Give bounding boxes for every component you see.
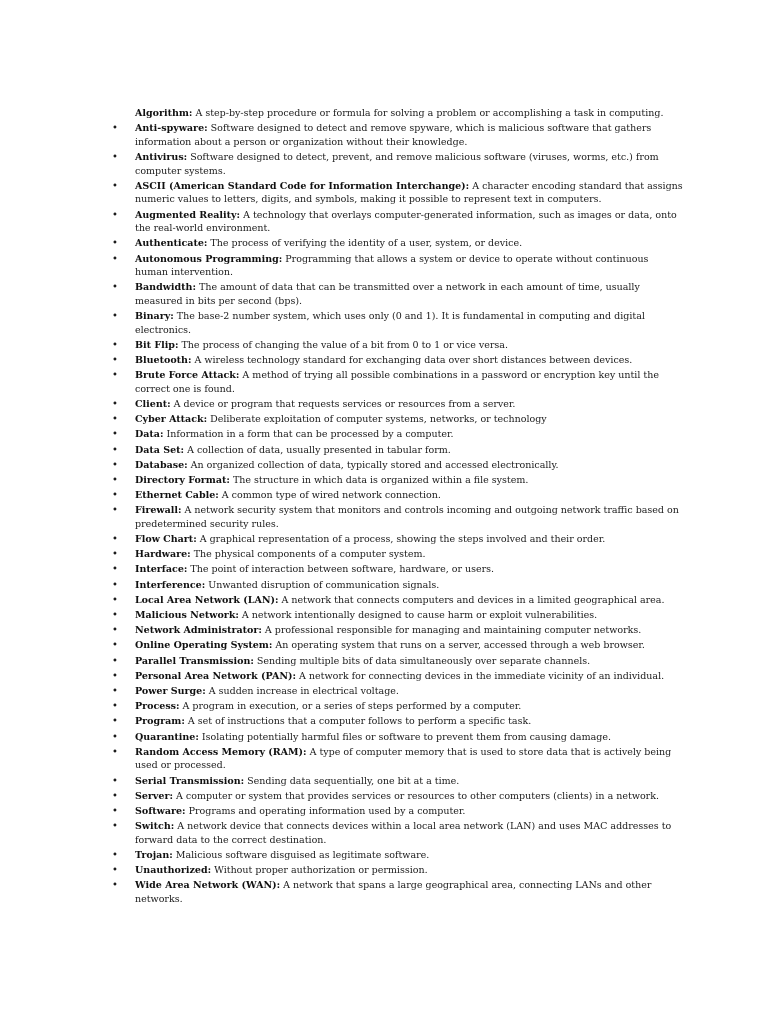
glossary-term: Program:	[135, 716, 185, 728]
glossary-definition: A network that connects computers and devices in a limited geographical area.	[278, 594, 665, 606]
glossary-entry	[0, 609, 768, 623]
glossary-definition: A common type of wired network connection.	[218, 490, 441, 502]
bullet-icon: •	[112, 549, 118, 561]
glossary-definition: A network for connecting devices in the immediate vicinity of an individual.	[296, 670, 665, 682]
glossary-definition: A character encoding standard that assigns numeric values to letters, digits, and symbols, making it possible to represent text in computers.	[135, 180, 683, 206]
glossary-term: Binary:	[135, 311, 174, 323]
glossary-term: Data Set:	[135, 444, 185, 456]
bullet-icon: •	[112, 429, 118, 441]
bullet-icon: •	[112, 579, 118, 591]
glossary-term: Cyber Attack:	[135, 414, 208, 426]
glossary-definition: A network security system that monitors and controls incoming and outgoing network traffic based on predetermined security rules.	[135, 505, 679, 530]
glossary-definition: A program in execution, or a series of steps performed by a computer.	[179, 701, 522, 713]
glossary-entry	[0, 413, 768, 427]
glossary-term: Trojan:	[135, 849, 173, 861]
glossary-term: Flow Chart:	[135, 534, 197, 546]
glossary-definition: The physical components of a computer system.	[190, 549, 426, 561]
glossary-entry	[0, 504, 768, 531]
bullet-icon: •	[112, 123, 118, 135]
glossary-entry	[0, 746, 768, 773]
glossary-list	[0, 107, 768, 908]
glossary-term: Power Surge:	[135, 685, 206, 697]
bullet-icon: •	[112, 209, 118, 221]
bullet-icon: •	[112, 534, 118, 546]
glossary-term: Online Operating System:	[135, 640, 273, 652]
glossary-entry	[0, 354, 768, 368]
glossary-definition: A device or program that requests services or resources from a server.	[170, 399, 516, 410]
bullet-icon: •	[112, 238, 118, 250]
glossary-entry	[0, 820, 768, 847]
glossary-definition: Without proper authorization or permission.	[211, 865, 428, 877]
glossary-entry	[0, 594, 768, 608]
glossary-entry	[0, 715, 768, 729]
bullet-icon: •	[112, 370, 118, 382]
glossary-term: Switch:	[135, 821, 175, 833]
glossary-definition: Programming that allows a system or device to operate without continuous human intervention.	[135, 253, 649, 279]
glossary-term: Database:	[135, 459, 188, 471]
glossary-term: Software:	[135, 805, 186, 817]
glossary-entry	[0, 864, 768, 878]
glossary-term: Server:	[135, 790, 173, 802]
glossary-term: Autonomous Programming:	[135, 253, 283, 265]
bullet-icon: •	[112, 355, 118, 367]
glossary-term: Authenticate:	[135, 238, 208, 250]
glossary-entry	[0, 459, 768, 473]
bullet-icon: •	[112, 670, 118, 682]
glossary-term: Directory Format:	[135, 474, 230, 486]
bullet-icon: •	[112, 716, 118, 728]
glossary-term: Client:	[135, 399, 171, 410]
glossary-term: Interference:	[135, 579, 206, 591]
bullet-icon: •	[112, 775, 118, 787]
glossary-definition: A method of trying all possible combinations in a password or encryption key until the correct one is found.	[135, 370, 659, 395]
glossary-term: Random Access Memory (RAM):	[135, 746, 307, 758]
bullet-icon: •	[112, 474, 118, 486]
glossary-definition: A graphical representation of a process, showing the steps involved and their order.	[196, 534, 606, 546]
glossary-entry	[0, 700, 768, 714]
glossary-term: Hardware:	[135, 549, 191, 561]
glossary-entry	[0, 444, 768, 458]
glossary-term: Data:	[135, 429, 164, 441]
bullet-icon: •	[112, 701, 118, 713]
glossary-entry	[0, 237, 768, 251]
glossary-definition: Information in a form that can be processed by a computer.	[163, 429, 454, 441]
bullet-icon: •	[112, 253, 118, 265]
bullet-icon: •	[112, 821, 118, 833]
glossary-entry	[0, 281, 768, 308]
glossary-definition: A step-by-step procedure or formula for solving a problem or accomplishing a task in computing.	[192, 108, 664, 119]
bullet-icon: •	[112, 311, 118, 323]
glossary-definition: Malicious software disguised as legitimate software.	[172, 849, 430, 861]
glossary-term: Local Area Network (LAN):	[135, 594, 279, 606]
glossary-definition: A network intentionally designed to cause harm or exploit vulnerabilities.	[238, 610, 598, 622]
glossary-entry	[0, 775, 768, 789]
glossary-entry	[0, 685, 768, 699]
glossary-entry	[0, 849, 768, 863]
bullet-icon: •	[112, 746, 118, 758]
bullet-icon: •	[112, 655, 118, 667]
glossary-entry	[0, 624, 768, 638]
bullet-icon: •	[112, 640, 118, 652]
glossary-definition: Software designed to detect, prevent, and remove malicious software (viruses, worms, etc.) from computer systems.	[135, 151, 659, 177]
glossary-definition: Programs and operating information used by a computer.	[185, 805, 466, 817]
glossary-entry	[0, 474, 768, 488]
glossary-definition: A network that spans a large geographical area, connecting LANs and other networks.	[135, 880, 652, 905]
glossary-entry	[0, 670, 768, 684]
bullet-icon: •	[112, 339, 118, 351]
glossary-term: Parallel Transmission:	[135, 655, 254, 667]
glossary-term: Ethernet Cable:	[135, 490, 219, 502]
glossary-entry	[0, 398, 768, 412]
glossary-term: Interface:	[135, 564, 188, 576]
glossary-definition: A technology that overlays computer-generated information, such as images or data, onto the real-world environment.	[135, 209, 677, 235]
glossary-term: Brute Force Attack:	[135, 370, 240, 382]
bullet-icon: •	[112, 805, 118, 817]
glossary-term: ASCII (American Standard Code for Information Interchange):	[135, 180, 470, 192]
glossary-definition: Isolating potentially harmful files or software to prevent them from causing damage.	[198, 731, 611, 743]
glossary-entry	[0, 310, 768, 337]
glossary-definition: A wireless technology standard for exchanging data over short distances between devices.	[191, 355, 633, 367]
glossary-definition: An organized collection of data, typically stored and accessed electronically.	[187, 459, 559, 471]
glossary-entry	[0, 180, 768, 207]
glossary-definition: A computer or system that provides services or resources to other computers (clients) in a network.	[173, 790, 659, 802]
bullet-icon: •	[112, 865, 118, 877]
glossary-entry	[0, 533, 768, 547]
glossary-entry	[0, 548, 768, 562]
glossary-definition: A sudden increase in electrical voltage.	[205, 685, 399, 697]
glossary-entry	[0, 107, 768, 121]
glossary-entry	[0, 428, 768, 442]
glossary-definition: The point of interaction between software, hardware, or users.	[187, 564, 495, 576]
bullet-icon: •	[112, 685, 118, 697]
glossary-entry	[0, 579, 768, 593]
bullet-icon: •	[112, 151, 118, 163]
glossary-term: Serial Transmission:	[135, 775, 245, 787]
glossary-entry	[0, 563, 768, 577]
bullet-icon: •	[112, 399, 118, 410]
glossary-definition: Software designed to detect and remove spyware, which is malicious software that gathers information about a person or organization without their knowledge.	[135, 123, 652, 148]
glossary-entry	[0, 731, 768, 745]
bullet-icon: •	[112, 594, 118, 606]
glossary-definition: Deliberate exploitation of computer systems, networks, or technology	[207, 414, 547, 426]
glossary-term: Anti-spyware:	[135, 123, 208, 135]
bullet-icon: •	[112, 564, 118, 576]
bullet-icon: •	[112, 610, 118, 622]
bullet-icon: •	[112, 505, 118, 517]
glossary-entry	[0, 253, 768, 280]
bullet-icon: •	[112, 459, 118, 471]
glossary-entry	[0, 790, 768, 804]
glossary-entry	[0, 805, 768, 819]
bullet-icon: •	[112, 414, 118, 426]
glossary-term: Unauthorized:	[135, 865, 212, 877]
bullet-icon: •	[112, 180, 118, 192]
glossary-entry	[0, 369, 768, 396]
glossary-term: Malicious Network:	[135, 610, 239, 622]
glossary-definition: A network device that connects devices within a local area network (LAN) and uses MAC addresses to forward data to the correct destination.	[135, 821, 672, 846]
bullet-icon: •	[112, 282, 118, 294]
glossary-entry	[0, 879, 768, 906]
bullet-icon: •	[112, 625, 118, 637]
glossary-term: Quarantine:	[135, 731, 199, 743]
glossary-definition: The amount of data that can be transmitted over a network in each amount of time, usually measured in bits per second (bps).	[135, 282, 640, 307]
glossary-definition: A collection of data, usually presented in tabular form.	[184, 444, 451, 456]
glossary-term: Personal Area Network (PAN):	[135, 670, 297, 682]
bullet-icon: •	[112, 880, 118, 892]
glossary-entry	[0, 655, 768, 669]
glossary-term: Augmented Reality:	[135, 209, 241, 221]
bullet-icon: •	[112, 444, 118, 456]
bullet-icon: •	[112, 731, 118, 743]
bullet-icon: •	[112, 790, 118, 802]
glossary-term: Firewall:	[135, 505, 182, 517]
glossary-definition: Unwanted disruption of communication signals.	[205, 579, 440, 591]
glossary-definition: An operating system that runs on a server, accessed through a web browser.	[272, 640, 645, 652]
bullet-icon: •	[112, 490, 118, 502]
glossary-definition: The structure in which data is organized within a file system.	[229, 474, 529, 486]
glossary-definition: The base-2 number system, which uses only (0 and 1). It is fundamental in computing and digital electronics.	[135, 311, 645, 336]
glossary-term: Algorithm:	[135, 108, 193, 119]
glossary-definition: Sending multiple bits of data simultaneously over separate channels.	[253, 655, 591, 667]
glossary-entry	[0, 151, 768, 178]
glossary-term: Process:	[135, 701, 180, 713]
glossary-entry	[0, 639, 768, 653]
glossary-term: Wide Area Network (WAN):	[135, 880, 281, 892]
glossary-term: Bandwidth:	[135, 282, 196, 294]
glossary-definition: A set of instructions that a computer follows to perform a specific task.	[184, 716, 532, 728]
glossary-term: Network Administrator:	[135, 625, 262, 637]
glossary-term: Bit Flip:	[135, 339, 179, 351]
glossary-entry	[0, 122, 768, 149]
glossary-entry	[0, 339, 768, 353]
glossary-definition: The process of changing the value of a bit from 0 to 1 or vice versa.	[178, 339, 508, 351]
glossary-entry	[0, 209, 768, 236]
glossary-term: Bluetooth:	[135, 355, 192, 367]
glossary-term: Antivirus:	[135, 151, 188, 163]
glossary-definition: A type of computer memory that is used to store data that is actively being used or processed.	[135, 746, 672, 772]
glossary-entry	[0, 489, 768, 503]
bullet-icon: •	[112, 849, 118, 861]
glossary-definition: The process of verifying the identity of a user, system, or device.	[207, 238, 523, 250]
glossary-definition: A professional responsible for managing and maintaining computer networks.	[261, 625, 642, 637]
glossary-definition: Sending data sequentially, one bit at a time.	[244, 775, 460, 787]
